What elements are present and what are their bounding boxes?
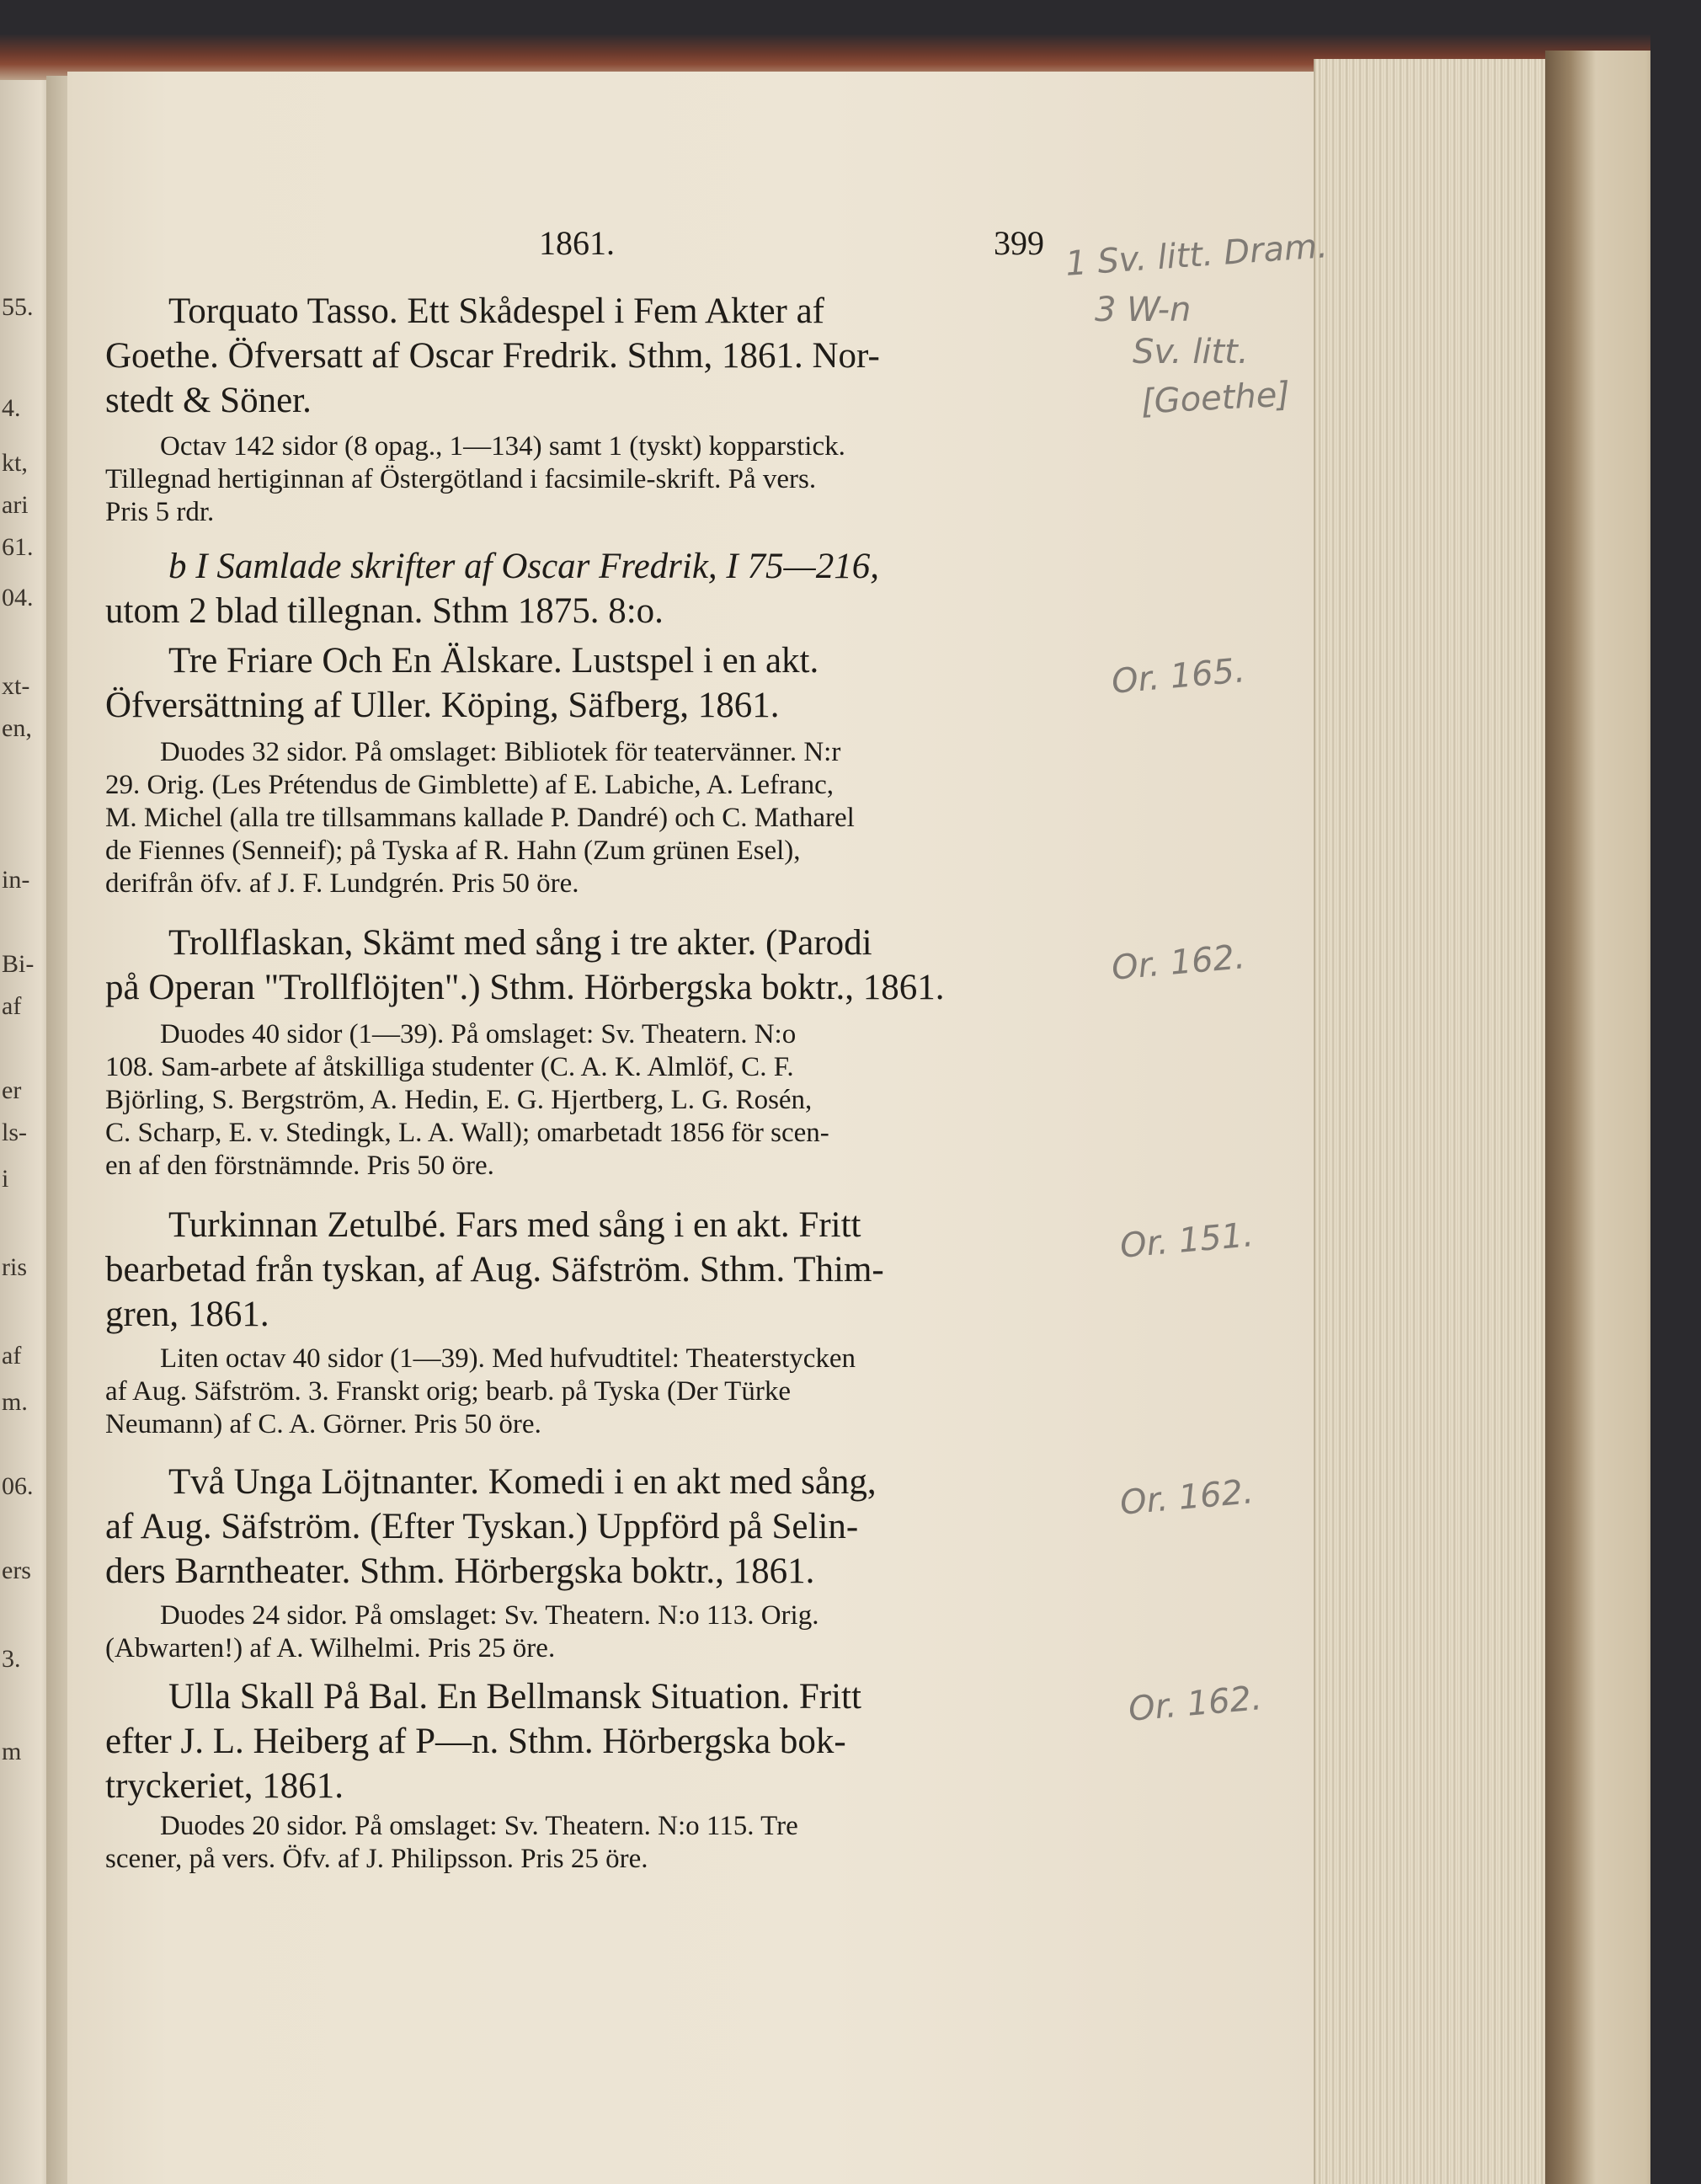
left-fragment: ers	[2, 1557, 31, 1584]
left-fragment: m.	[2, 1388, 28, 1416]
entry-title-line: Turkinnan Zetulbé. Fars med sång i en akt. Fritt	[168, 1205, 861, 1245]
left-fragment: in-	[2, 866, 30, 894]
handwritten-note: Sv. litt.	[1133, 333, 1249, 371]
entry-title-line: tryckeriet, 1861.	[105, 1766, 344, 1806]
entry-title-line: af Aug. Säfström. (Efter Tyskan.) Uppförd på Selin-	[105, 1507, 859, 1546]
left-fragment: 55.	[2, 293, 34, 321]
entry-note-line: (Abwarten!) af A. Wilhelmi. Pris 25 öre.	[105, 1633, 556, 1663]
entry-title-line: Trollflaskan, Skämt med sång i tre akter. (Parodi	[168, 923, 872, 963]
left-fragment: ris	[2, 1253, 27, 1281]
entry-note-line: Duodes 32 sidor. På omslaget: Bibliotek för teatervänner. N:r	[160, 737, 841, 767]
entry-extra-line: b I Samlade skrifter af Oscar Fredrik, I 75—216,	[168, 547, 879, 586]
left-fragment: kt,	[2, 449, 28, 477]
entry-title-line: Torquato Tasso. Ett Skådespel i Fem Akter af	[168, 291, 824, 331]
entry-note-line: 29. Orig. (Les Prétendus de Gimblette) af E. Labiche, A. Lefranc,	[105, 770, 835, 800]
entry-title-line: stedt & Söner.	[105, 381, 312, 420]
entry-note-line: de Fiennes (Senneif); på Tyska af R. Hahn (Zum grünen Esel),	[105, 836, 801, 866]
entry-note-line: Octav 142 sidor (8 opag., 1—134) samt 1 (tyskt) kopparstick.	[160, 431, 845, 462]
handwritten-note: 3 W-n	[1095, 291, 1192, 329]
entry-title-line: bearbetad från tyskan, af Aug. Säfström. Sthm. Thim-	[105, 1250, 884, 1290]
entry-note-line: af Aug. Säfström. 3. Franskt orig; bearb. på Tyska (Der Türke	[105, 1376, 791, 1407]
left-fragment: 04.	[2, 584, 34, 611]
handwritten-note: Or. 162.	[1127, 1679, 1264, 1729]
entry-note-line: Björling, S. Bergström, A. Hedin, E. G. Hjertberg, L. G. Rosén,	[105, 1085, 813, 1115]
left-fragment: 06.	[2, 1472, 34, 1500]
left-fragment: en,	[2, 714, 32, 742]
left-fragment: er	[2, 1076, 22, 1104]
entry-title-line: gren, 1861.	[105, 1295, 269, 1334]
handwritten-note: Or. 162.	[1118, 1472, 1256, 1523]
left-fragment: Bi-	[2, 950, 35, 978]
entry-title-line: ders Barntheater. Sthm. Hörbergska boktr., 1861.	[105, 1551, 815, 1591]
entry-note-line: en af den förstnämnde. Pris 50 öre.	[105, 1151, 494, 1181]
handwritten-note: Or. 162.	[1110, 937, 1247, 988]
left-fragment: ls-	[2, 1119, 27, 1146]
left-fragment: af	[2, 1342, 22, 1370]
handwritten-note: Or. 151.	[1118, 1215, 1256, 1266]
entry-note-line: Pris 5 rdr.	[105, 497, 215, 527]
entry-note-line: C. Scharp, E. v. Stedingk, L. A. Wall); omarbetadt 1856 för scen-	[105, 1118, 829, 1148]
entry-title-line: efter J. L. Heiberg af P—n. Sthm. Hörbergska bok-	[105, 1722, 846, 1761]
entry-title-line: Goethe. Öfversatt af Oscar Fredrik. Sthm, 1861. Nor-	[105, 336, 880, 376]
handwritten-note: 1 Sv. litt. Dram.	[1064, 227, 1330, 284]
handwritten-note: [Goethe]	[1139, 375, 1292, 422]
left-fragment: ari	[2, 491, 29, 519]
entry-note-line: Duodes 40 sidor (1—39). På omslaget: Sv. Theatern. N:o	[160, 1019, 797, 1049]
entry-title-line: Två Unga Löjtnanter. Komedi i en akt med sång,	[168, 1462, 877, 1502]
left-fragment: m	[2, 1738, 22, 1765]
entry-title-line: Tre Friare Och En Älskare. Lustspel i en akt.	[168, 641, 819, 681]
entry-note-line: Tillegnad hertiginnan af Östergötland i facsimile-skrift. På vers.	[105, 464, 817, 494]
entry-note-line: Duodes 20 sidor. På omslaget: Sv. Theatern. N:o 115. Tre	[160, 1811, 798, 1841]
entry-note-line: Duodes 24 sidor. På omslaget: Sv. Theatern. N:o 113. Orig.	[160, 1600, 819, 1631]
entry-note-line: derifrån öfv. af J. F. Lundgrén. Pris 50 öre.	[105, 868, 579, 899]
left-fragment: 61.	[2, 533, 34, 561]
entry-note-line: scener, på vers. Öfv. af J. Philipsson. Pris 25 öre.	[105, 1844, 648, 1874]
left-fragment: 3.	[2, 1645, 21, 1673]
entry-note-line: 108. Sam-arbete af åtskilliga studenter (C. A. K. Almlöf, C. F.	[105, 1052, 794, 1082]
page-year: 1861.	[539, 224, 615, 262]
entry-note-line: Neumann) af C. A. Görner. Pris 50 öre.	[105, 1409, 541, 1439]
left-fragment: 4.	[2, 394, 21, 422]
entry-title-line: Ulla Skall På Bal. En Bellmansk Situation. Fritt	[168, 1677, 861, 1717]
entry-title-line: på Operan "Trollflöjten".) Sthm. Hörbergska boktr., 1861.	[105, 968, 945, 1007]
left-fragment: xt-	[2, 672, 30, 700]
left-fragment: i	[2, 1165, 9, 1193]
left-fragment: af	[2, 992, 22, 1020]
entry-note-line: Liten octav 40 sidor (1—39). Med hufvudtitel: Theaterstycken	[160, 1343, 856, 1374]
entry-note-line: M. Michel (alla tre tillsammans kallade P. Dandré) och C. Matharel	[105, 803, 855, 833]
entry-extra-line: utom 2 blad tillegnan. Sthm 1875. 8:o.	[105, 591, 664, 631]
handwritten-note: Or. 165.	[1110, 651, 1247, 702]
entry-title-line: Öfversättning af Uller. Köping, Säfberg, 1861.	[105, 686, 780, 725]
page-number: 399	[994, 224, 1044, 262]
